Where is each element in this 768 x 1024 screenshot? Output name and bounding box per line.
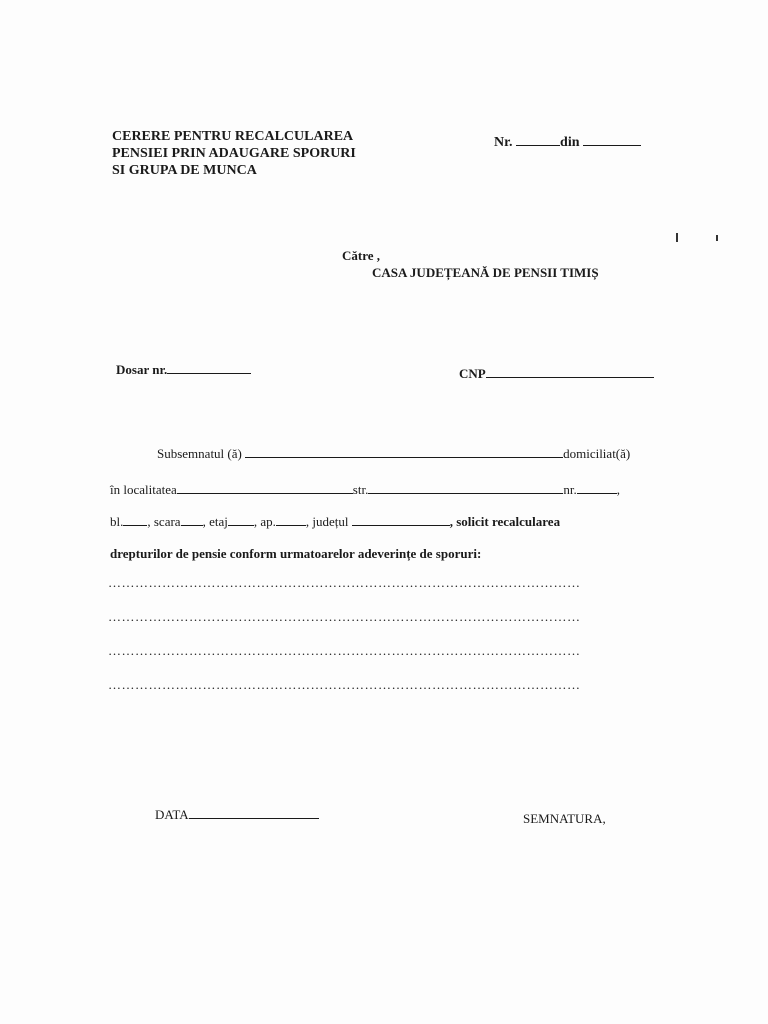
semnatura-label: SEMNATURA, <box>523 811 606 826</box>
nr-address-label: nr. <box>563 482 577 497</box>
dotted-line-1[interactable]: …………………………………………………………………………………………… <box>108 575 581 590</box>
street-field[interactable] <box>368 481 563 494</box>
name-field[interactable] <box>245 445 563 458</box>
building-row <box>110 513 560 530</box>
str-label: str. <box>352 482 369 497</box>
bl-field[interactable] <box>123 513 147 526</box>
domiciliat-label: domiciliat(ă) <box>563 446 631 461</box>
address-row <box>110 481 620 498</box>
subsemnatul-row <box>157 445 630 462</box>
title-line-2: PENSIEI PRIN ADAUGARE SPORURI <box>112 146 356 161</box>
din-field[interactable] <box>583 133 641 146</box>
form-title <box>112 128 356 179</box>
street-number-field[interactable] <box>577 481 617 494</box>
dosar-label: Dosar nr. <box>116 362 168 377</box>
addressee-name: CASA JUDEȚEANĂ DE PENSII TIMIȘ <box>372 265 599 280</box>
dosar-field[interactable] <box>167 361 251 374</box>
scan-mark <box>676 233 678 242</box>
scan-mark <box>716 235 718 241</box>
etaj-label: , etaj <box>202 514 228 529</box>
data-row <box>155 806 319 823</box>
registration-number <box>494 133 641 151</box>
dotted-line-4[interactable]: …………………………………………………………………………………………… <box>108 677 581 692</box>
dotted-line-2[interactable]: …………………………………………………………………………………………… <box>108 609 581 624</box>
subsemnatul-label: Subsemnatul (ă) <box>157 446 242 461</box>
judetul-field[interactable] <box>352 513 450 526</box>
comma-1: , <box>616 482 620 497</box>
dosar-row <box>116 361 251 378</box>
title-line-3: SI GRUPA DE MUNCA <box>112 163 257 178</box>
bl-label: bl. <box>110 514 124 529</box>
etaj-field[interactable] <box>228 513 254 526</box>
dotted-line-3[interactable]: …………………………………………………………………………………………… <box>108 643 581 658</box>
nr-label: Nr. <box>494 135 513 150</box>
ap-field[interactable] <box>276 513 306 526</box>
drepturi-text: drepturilor de pensie conform urmatoarelor adeverințe de sporuri: <box>110 546 482 561</box>
ap-label: , ap. <box>253 514 276 529</box>
scara-field[interactable] <box>181 513 203 526</box>
cnp-label: CNP <box>459 366 486 381</box>
cnp-field[interactable] <box>486 365 654 378</box>
localitatea-field[interactable] <box>177 481 353 494</box>
din-label: din <box>560 135 580 150</box>
title-line-1: CERERE PENTRU RECALCULAREA <box>112 129 354 144</box>
solicit-text: , solicit recalcularea <box>449 514 561 529</box>
data-label: DATA <box>155 807 189 822</box>
addressee-prefix: Către , <box>342 248 381 263</box>
nr-field[interactable] <box>516 133 560 146</box>
date-field[interactable] <box>189 806 319 819</box>
cnp-row <box>459 365 654 382</box>
judetul-label: , județul <box>305 514 349 529</box>
scara-label: , scara <box>147 514 181 529</box>
localitatea-label: în localitatea <box>110 482 177 497</box>
